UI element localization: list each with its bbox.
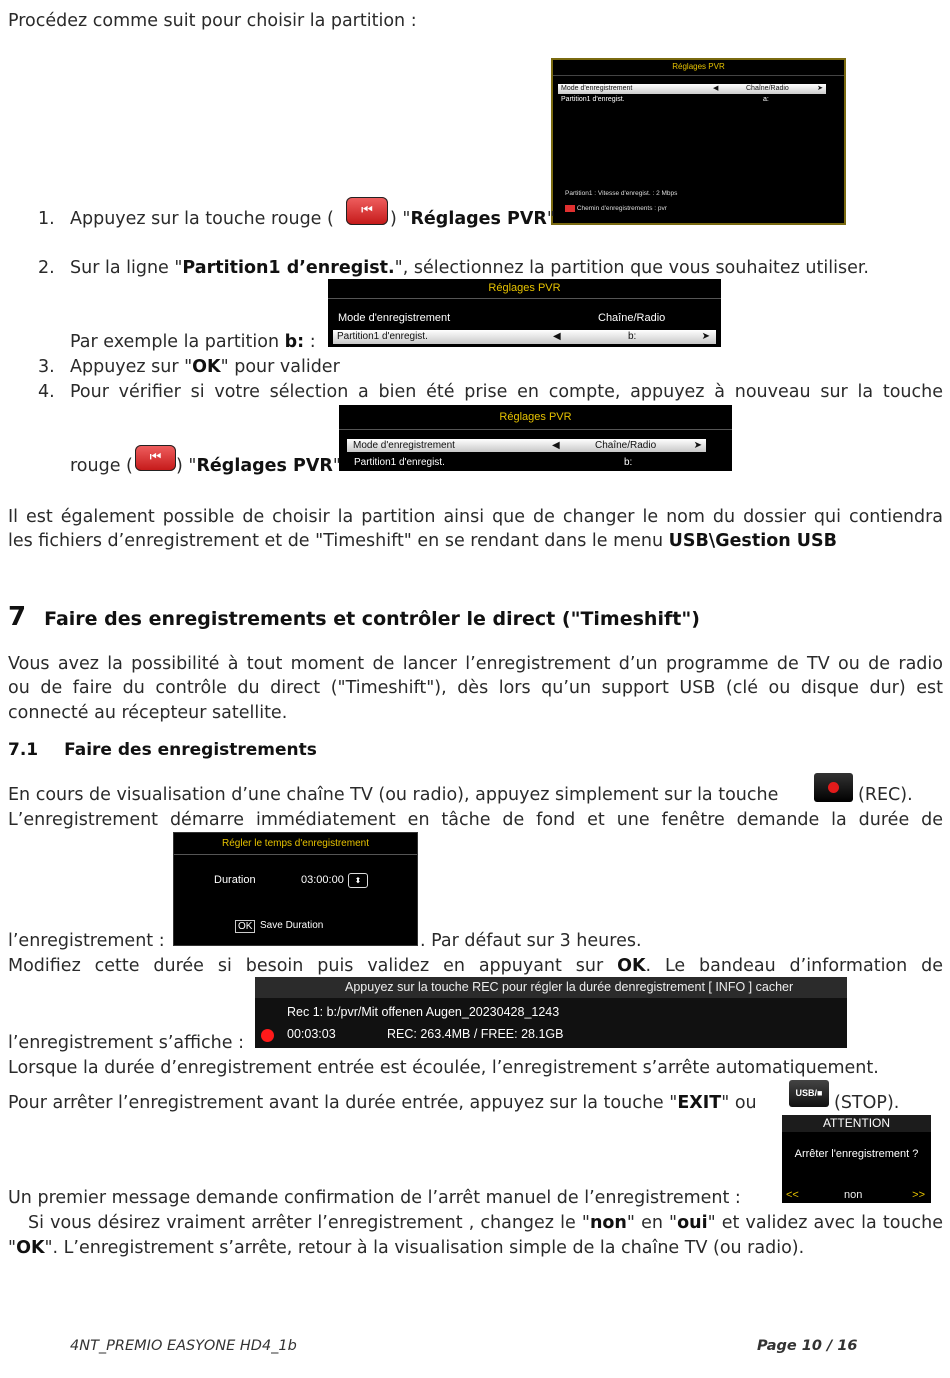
rec-dot-icon — [261, 1029, 274, 1042]
rec-line-1: En cours de visualisation d’une chaîne TV (ou radio), appuyez simplement sur la touche — [8, 785, 779, 805]
arrow-right-icon: ➤ — [701, 331, 710, 342]
banner-top-bar: Appuyez sur la touche REC pour régler la durée denregistrement [ INFO ] cacher — [255, 977, 847, 998]
stop-line — [8, 1092, 757, 1114]
step-3-text — [70, 356, 340, 378]
stop-line-post: (STOP). — [834, 1093, 900, 1113]
step-1-bold: Réglages PVR — [410, 209, 547, 229]
pvr-settings-screenshot-1 — [551, 58, 846, 225]
step-2-text — [70, 257, 869, 279]
pvr1-info-path-text: Chemin d'enregistrements : pvr — [576, 205, 667, 213]
pvr1-title: Réglages PVR — [553, 62, 844, 76]
attention-question: Arrêter l'enregistrement ? — [794, 1148, 919, 1160]
pvr2-title: Réglages PVR — [328, 279, 721, 299]
final-line-2-post: ". L’enregistrement s’arrête, retour à la visualisation simple de la chaîne TV (ou radio). — [44, 1238, 805, 1258]
pvr1-row-mode — [558, 84, 826, 94]
attention-title: ATTENTION — [782, 1115, 931, 1132]
ok-key: OK — [235, 920, 255, 933]
section-7-1-title: Faire des enregistrements — [64, 740, 317, 760]
stop-line-bold: EXIT — [677, 1093, 722, 1113]
pvr1-info-speed: Partition1 : Vitesse d'enregist. : 2 Mbps — [565, 190, 678, 197]
usb-paragraph-line-1: Il est également possible de choisir la partition ainsi que de changer le nom du dossier qui contiendra — [8, 507, 943, 527]
step-4-quote-open: ) " — [176, 456, 197, 476]
save-duration-label: Save Duration — [260, 920, 324, 931]
pvr2-row2-label: Partition1 d'enregist. — [337, 331, 428, 342]
pvr1-row1-label: Mode d'enregistrement — [561, 85, 633, 92]
stop-line-pre: Pour arrêter l’enregistrement avant la durée entrée, appuyez sur la touche " — [8, 1093, 678, 1113]
pvr3-row-mode — [347, 439, 706, 452]
pvr1-row2-value: a: — [763, 96, 769, 103]
red-key-icon — [565, 205, 575, 212]
pvr2-row1-label: Mode d'enregistrement — [338, 312, 451, 324]
modify-line-post: . Le bandeau d’information de — [645, 956, 943, 976]
pvr-settings-screenshot-3 — [339, 405, 732, 471]
rec-line-2: L’enregistrement démarre immédiatement en tâche de fond et une fenêtre demande la durée de — [8, 810, 943, 830]
pvr3-row2-value: b: — [624, 457, 633, 468]
section-7-1-heading — [8, 740, 317, 760]
rec-line-3-post: . Par défaut sur 3 heures. — [420, 931, 642, 951]
step-1-text-start: Appuyez sur la touche rouge ( — [70, 209, 334, 229]
pvr1-row2-label: Partition1 d'enregist. — [561, 96, 625, 103]
modify-line — [8, 954, 943, 979]
usb-paragraph-line-2 — [8, 530, 837, 552]
red-key-icon — [135, 445, 176, 471]
usb-paragraph-line-2-text: les fichiers d’enregistrement et de "Timeshift" en se rendant dans le menu — [8, 531, 669, 551]
step-2-example-pre: Par exemple la partition — [70, 332, 285, 352]
modify-line-pre: Modifiez cette durée si besoin puis validez en appuyant sur — [8, 956, 618, 976]
banner-rec-path: Rec 1: b:/pvr/Mit offenen Augen_20230428_1243 — [287, 1005, 560, 1019]
step-2-pre: Sur la ligne " — [70, 258, 183, 278]
step-1-quote-open: ) " — [390, 209, 411, 229]
final-line-1 — [28, 1211, 943, 1236]
pvr2-row-partition — [333, 330, 716, 344]
banner-time: 00:03:03 — [287, 1027, 336, 1041]
pvr3-row2-label: Partition1 d'enregist. — [354, 457, 445, 468]
final-line-2-pre: " — [8, 1238, 17, 1258]
usb-menu-path: USB\Gestion USB — [668, 531, 837, 551]
step-4-bold: Réglages PVR — [196, 456, 333, 476]
rec-key-icon — [814, 773, 853, 802]
auto-stop-line: Lorsque la durée d’enregistrement entrée est écoulée, l’enregistrement s’arrête automatiquement. — [8, 1058, 879, 1078]
step-4-text-rouge: rouge ( — [70, 456, 133, 476]
arrow-left-icon: ◀ — [552, 440, 560, 451]
pvr2-row1-value: Chaîne/Radio — [598, 312, 666, 324]
footer-doc-id: 4NT_PREMIO EASYONE HD4_1b — [70, 1338, 297, 1354]
step-2-example — [70, 331, 316, 353]
step-3-post: " pour valider — [220, 357, 340, 377]
step-4-text: Pour vérifier si votre sélection a bien été prise en compte, appuyez à nouveau sur la touche — [70, 382, 943, 402]
final-line-1-non: non — [589, 1213, 627, 1233]
step-3-number: 3. — [38, 357, 55, 377]
confirm-line: Un premier message demande confirmation de l’arrêt manuel de l’enregistrement : — [8, 1188, 741, 1208]
section-7-para-line-3: connecté au récepteur satellite. — [8, 703, 288, 723]
pvr1-info-path — [565, 205, 667, 212]
step-1-quote-close: " — [546, 209, 555, 229]
step-2-bold: Partition1 d’enregist. — [182, 258, 395, 278]
red-key-icon — [346, 197, 388, 225]
step-1-text — [390, 208, 555, 230]
usb-stop-key-icon: USB/■ — [789, 1080, 829, 1107]
step-3-pre: Appuyez sur " — [70, 357, 193, 377]
duration-title: Régler le temps d'enregistrement — [174, 833, 417, 855]
attention-left: << — [786, 1189, 799, 1201]
final-line-1-oui: oui — [677, 1213, 708, 1233]
duration-dialog-screenshot — [173, 832, 418, 946]
section-7-para-line-1: Vous avez la possibilité à tout moment de lancer l’enregistrement d’un programme de TV ou de radio — [8, 654, 943, 674]
duration-value: 03:00:00 — [301, 874, 344, 886]
final-line-2-bold: OK — [16, 1238, 45, 1258]
attention-value: non — [844, 1189, 863, 1201]
section-7-title: Faire des enregistrements et contrôler le direct ("Timeshift") — [44, 608, 700, 630]
modify-line-bold: OK — [617, 956, 646, 976]
step-4-number: 4. — [38, 382, 55, 402]
pvr-settings-screenshot-2 — [328, 279, 721, 347]
footer-page-number: Page 10 / 16 — [757, 1338, 858, 1354]
intro-text: Procédez comme suit pour choisir la partition : — [8, 11, 417, 31]
attention-dialog-screenshot — [782, 1115, 931, 1203]
step-2-number: 2. — [38, 258, 55, 278]
step-2-example-bold: b: — [284, 332, 305, 352]
step-2-example-post: : — [304, 332, 316, 352]
step-3-bold: OK — [192, 357, 221, 377]
final-line-1-post: " et validez avec la touche — [707, 1213, 943, 1233]
attention-right: >> — [912, 1189, 925, 1201]
pvr1-row1-value: Chaîne/Radio — [746, 85, 789, 92]
pvr3-row1-label: Mode d'enregistrement — [353, 440, 455, 451]
section-7-para-line-2: ou de faire du contrôle du direct ("Timeshift"), dès lors qu’un support USB (clé ou disque dur) est — [8, 678, 943, 698]
recording-banner-screenshot — [255, 977, 847, 1048]
step-4-text-end — [176, 455, 341, 477]
final-line-1-mid: " en " — [626, 1213, 678, 1233]
pvr3-title: Réglages PVR — [339, 405, 732, 430]
arrow-left-icon: ◀ — [553, 331, 561, 342]
rec-line-1-end: (REC). — [858, 785, 913, 805]
section-7-heading — [8, 602, 700, 632]
step-1-number: 1. — [38, 209, 55, 229]
attention-selector — [786, 1189, 927, 1202]
rec-line-3-pre: l’enregistrement : — [8, 931, 165, 951]
step-4-quote-close: " — [332, 456, 341, 476]
pvr3-row1-value: Chaîne/Radio — [595, 440, 657, 451]
duration-label: Duration — [214, 874, 256, 886]
rec-dot — [828, 782, 839, 793]
arrow-right-icon: ➤ — [817, 85, 823, 92]
final-line-1-pre: Si vous désirez vraiment arrêter l’enregistrement , changez le " — [28, 1213, 590, 1233]
step-2-post: ", sélectionnez la partition que vous souhaitez utiliser. — [394, 258, 869, 278]
section-7-1-number: 7.1 — [8, 740, 39, 760]
arrow-left-icon: ◀ — [713, 85, 719, 92]
up-down-icon: ⬍ — [348, 873, 368, 888]
banner-line-pre: l’enregistrement s’affiche : — [8, 1033, 244, 1053]
stop-line-mid: " ou — [721, 1093, 757, 1113]
arrow-right-icon: ➤ — [693, 440, 702, 451]
final-line-2 — [8, 1237, 804, 1259]
banner-space: REC: 263.4MB / FREE: 28.1GB — [387, 1027, 564, 1041]
section-7-number: 7 — [8, 602, 27, 632]
pvr2-row2-value: b: — [628, 331, 637, 342]
